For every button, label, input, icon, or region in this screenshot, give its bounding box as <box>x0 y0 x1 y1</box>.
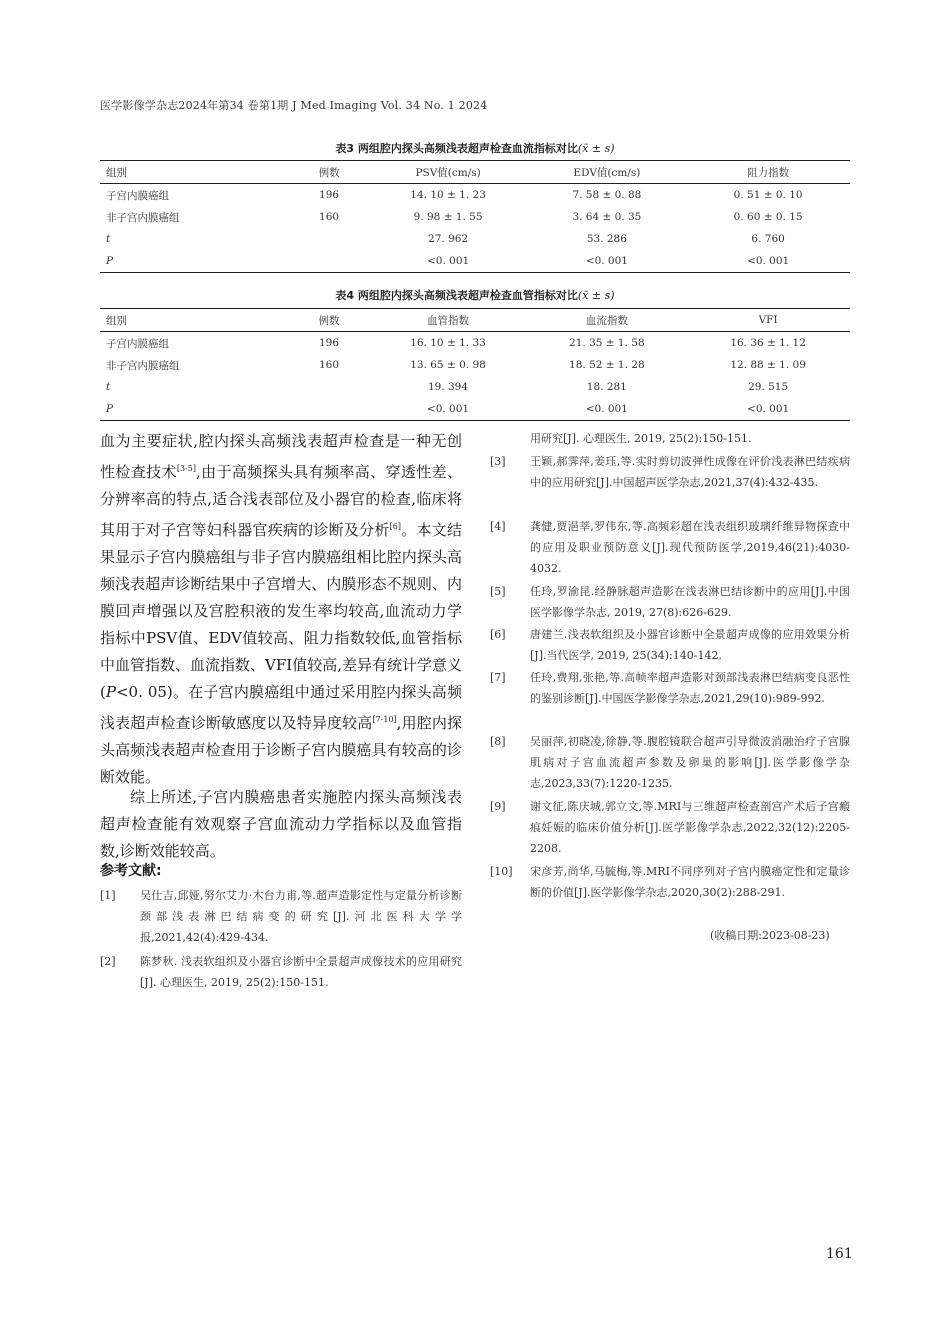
table-cell: <0. 001 <box>686 398 850 421</box>
table-cell: 13. 65 ± 0. 98 <box>410 359 486 371</box>
table-cell: 9. 98 ± 1. 55 <box>413 211 483 223</box>
table-cell: 160 <box>319 359 340 371</box>
table3-header-cell: 例数 <box>289 161 368 184</box>
table3-header-cell: 阻力指数 <box>686 161 850 184</box>
reference-item <box>490 451 850 493</box>
reference-item <box>100 885 462 948</box>
table3-header-cell: EDV值(cm/s) <box>528 161 687 184</box>
reference-item <box>490 667 850 709</box>
table-cell: 0. 51 ± 0. 10 <box>733 189 803 201</box>
body-text-run: ,由于高频探头具有频率高、穿透性差、分辨率高的特点,适合浅表部位及小器官的检查,临床将其用于对子宫等妇科器官疾病的诊断及分析 <box>100 463 462 539</box>
reference-text: 吴丽萍,初晓凌,徐静,等.腹腔镜联合超声引导微波消融治疗子宫腺肌病对子宫血流超声参数及卵巢的影响[J].医学影像学杂志,2023,33(7):1220-1235. <box>530 735 850 790</box>
table-cell: t <box>106 381 111 393</box>
table-cell <box>289 228 368 250</box>
table-cell: 16. 36 ± 1. 12 <box>730 337 806 349</box>
table-cell: 196 <box>319 189 340 201</box>
citation: [6] <box>389 522 401 531</box>
table4-caption-text: 表4 两组腔内探头高频浅表超声检查血管指标对比 <box>335 289 578 302</box>
reference-text: 任玲,费翔,张艳,等.高帧率超声造影对颈部浅表淋巴结病变良恶性的鉴别诊断[J].中国医学影像学杂志,2021,29(10):989-992. <box>530 671 850 705</box>
reference-text: 任玲,罗渝昆.经静脉超声造影在浅表淋巴结诊断中的应用[J].中国医学影像学杂志, 2019, 27(8):626-629. <box>530 585 850 619</box>
reference-text: 吴仕吉,邱娅,努尔艾力·木台力甫,等.超声造影定性与定量分析诊断颈部浅表淋巴结病变的研究[J].河北医科大学学报,2021,42(4):429-434. <box>140 889 462 944</box>
table3 <box>100 160 850 273</box>
reference-text: 唐建兰.浅表软组织及小器官诊断中全景超声成像的应用效果分析[J].当代医学, 2019, 25(34):140-142. <box>530 628 850 662</box>
table4-header-cell: 血流指数 <box>527 309 686 332</box>
table4-header-cell: 组别 <box>100 309 289 332</box>
table3-caption-text: 表3 两组腔内探头高频浅表超声检查血流指标对比 <box>335 142 578 155</box>
reference-item <box>490 516 850 579</box>
reference-text: 陈梦秋. 浅表软组织及小器官诊断中全景超声成像技术的应用研究[J]. 心理医生, 2019, 25(2):150-151. <box>140 955 462 989</box>
table-cell: 16. 10 ± 1. 33 <box>410 337 486 349</box>
table-cell: 196 <box>319 337 340 349</box>
table4-header-row <box>100 309 850 332</box>
reference-item-continued <box>490 428 850 449</box>
received-date: (收稿日期:2023-08-23) <box>710 929 830 942</box>
reference-text: 宋彦芳,尚华,马毓梅,等.MRI不同序列对子宫内膜癌定性和定量诊断的价值[J].医学影像学杂志,2020,30(2):288-291. <box>530 865 850 899</box>
table-cell <box>289 376 368 398</box>
table-cell: <0. 001 <box>528 250 687 273</box>
reference-number-spacer <box>490 428 530 449</box>
reference-text: 龚健,贾浥莘,罗伟东,等.高频彩超在浅表组织玻璃纤维异物探查中的应用及职业预防意义[J].现代预防医学,2019,46(21):4030-4032. <box>530 520 850 575</box>
reference-text-continued: 用研究[J]. 心理医生, 2019, 25(2):150-151. <box>530 432 752 445</box>
reference-number: [8] <box>490 735 506 748</box>
table3-caption-suffix: (x̄ ± s) <box>577 142 615 155</box>
running-head: 医学影像学杂志2024年第34 卷第1期 J Med Imaging Vol. 34 No. 1 2024 <box>100 99 488 112</box>
table4-caption-suffix: (x̄ ± s) <box>577 289 615 302</box>
body-text-run: 血为主要症状,腔内探头高频浅表超声检查是一种无创性检查技术 <box>100 432 462 481</box>
table-cell: 18. 281 <box>586 381 627 393</box>
body-paragraph-1 <box>100 428 462 791</box>
table-row <box>100 184 850 207</box>
reference-item <box>490 861 850 903</box>
table-row <box>100 332 850 355</box>
references-title: 参考文献: <box>100 863 162 879</box>
table-row <box>100 228 850 250</box>
reference-text: 谢文征,陈庆城,郭立文,等.MRI与三维超声检查剖宫产术后子宫瘢痕妊娠的临床价值分析[J].医学影像学杂志,2022,32(12):2205-2208. <box>530 800 850 855</box>
reference-number: [9] <box>490 800 506 813</box>
reference-number: [4] <box>490 520 506 533</box>
table-cell: 6. 760 <box>751 233 785 245</box>
body-text-run: <0. 05)。在子宫内膜癌组中通过采用腔内探头高频浅表超声检查诊断敏感度以及特异度较高 <box>100 683 462 732</box>
reference-text: 王颖,郝霁萍,姜珏,等.实时剪切波弹性成像在评价浅表淋巴结疾病中的应用研究[J].中国超声医学杂志,2021,37(4):432-435. <box>530 455 850 489</box>
table3-header-row <box>100 161 850 184</box>
table-row <box>100 354 850 376</box>
table-cell: 21. 35 ± 1. 58 <box>569 337 645 349</box>
table-cell: 非子宫内膜癌组 <box>106 359 180 372</box>
table-cell: P <box>100 250 289 273</box>
table-cell: 非子宫内膜癌组 <box>106 211 180 224</box>
table4-header-cell: 例数 <box>289 309 368 332</box>
reference-number: [6] <box>490 628 506 641</box>
reference-item <box>490 796 850 859</box>
reference-number: [1] <box>100 889 116 902</box>
table-cell: 160 <box>319 211 340 223</box>
table-cell: 53. 286 <box>586 233 627 245</box>
reference-item <box>100 951 462 989</box>
table-cell <box>289 250 368 273</box>
reference-item <box>490 581 850 623</box>
citation: [7-10] <box>372 715 397 724</box>
reference-item <box>490 624 850 666</box>
table-cell: 12. 88 ± 1. 09 <box>730 359 806 371</box>
table4-caption <box>100 287 850 303</box>
reference-number: [3] <box>490 455 506 468</box>
table-cell: 27. 962 <box>428 233 469 245</box>
table-cell: <0. 001 <box>527 398 686 421</box>
page-number: 161 <box>826 1246 853 1262</box>
body-text-run: ,用腔内探头高频浅表超声检查用于诊断子宫内膜癌具有较高的诊断效能。 <box>100 714 462 786</box>
table3-caption <box>100 140 850 156</box>
table-cell: 19. 394 <box>427 381 469 393</box>
table-row <box>100 398 850 421</box>
table-cell: 18. 52 ± 1. 28 <box>569 359 645 371</box>
table-cell: <0. 001 <box>686 250 850 273</box>
reference-number: [5] <box>490 585 506 598</box>
table-cell: 0. 60 ± 0. 15 <box>733 211 803 223</box>
body-text-run: 。本文结果显示子宫内膜癌组与非子宫内膜癌组相比腔内探头高频浅表超声诊断结果中子宫增大、内膜形态不规则、内膜回声增强以及宫腔积液的发生率均较高,血流动力学指标中PSV值、EDV值较高、阻力指数较低,血管指标中血管指数、血流指数、VFI值较高,差异有统计学意义( <box>100 521 462 701</box>
table4-header-cell: 血管指数 <box>369 309 528 332</box>
body-paragraph-2: 综上所述,子宫内膜癌患者实施腔内探头高频浅表超声检查能有效观察子宫血流动力学指标以及血管指数,诊断效能较高。 <box>100 788 462 860</box>
citation: [3-5] <box>176 464 196 473</box>
table-row <box>100 206 850 228</box>
table-cell: P <box>100 398 289 421</box>
table-cell: 3. 64 ± 0. 35 <box>572 211 642 223</box>
table-cell: 子宫内膜癌组 <box>106 189 169 202</box>
table-cell: <0. 001 <box>369 250 528 273</box>
table4 <box>100 308 850 421</box>
table3-header-cell: 组别 <box>100 161 289 184</box>
table-row <box>100 376 850 398</box>
table-cell: 子宫内膜癌组 <box>106 337 169 350</box>
body-text <box>100 428 462 791</box>
table-cell: 7. 58 ± 0. 88 <box>572 189 642 201</box>
table-cell: 14. 10 ± 1. 23 <box>410 189 486 201</box>
table3-header-cell: PSV值(cm/s) <box>369 161 528 184</box>
table-cell: 29. 515 <box>748 381 789 393</box>
reference-number: [10] <box>490 865 513 878</box>
table-row <box>100 250 850 273</box>
reference-number: [7] <box>490 671 506 684</box>
table-cell: <0. 001 <box>369 398 528 421</box>
reference-number: [2] <box>100 955 116 968</box>
table4-header-cell: VFI <box>686 309 850 332</box>
table-cell: t <box>106 233 111 245</box>
p-symbol: P <box>105 683 116 701</box>
reference-item <box>490 731 850 794</box>
table-cell <box>289 398 368 421</box>
